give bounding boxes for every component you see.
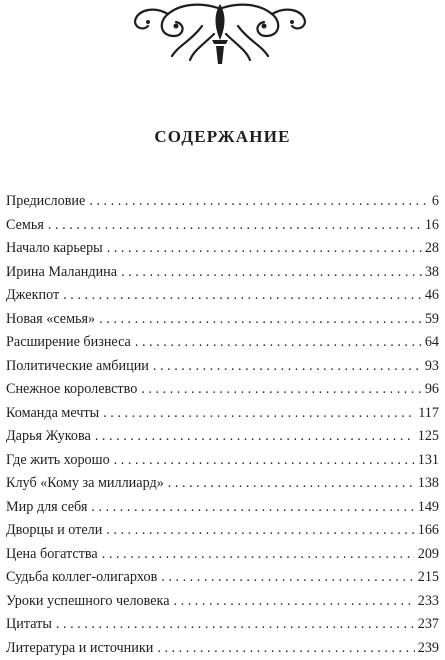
dot-leader bbox=[174, 590, 415, 614]
toc-entry-page-number: 125 bbox=[415, 425, 439, 449]
toc-entry bbox=[6, 308, 439, 332]
dot-leader bbox=[114, 449, 415, 473]
toc-entry-page-number: 96 bbox=[422, 378, 439, 402]
toc-entry-title: Дарья Жукова bbox=[6, 425, 95, 449]
toc-entry bbox=[6, 261, 439, 285]
toc-entry-title: Где жить хорошо bbox=[6, 449, 114, 473]
toc-entry-page-number: 64 bbox=[422, 331, 439, 355]
dot-leader bbox=[63, 284, 422, 308]
toc-entry bbox=[6, 237, 439, 261]
dot-leader bbox=[157, 637, 414, 660]
dot-leader bbox=[95, 425, 415, 449]
toc-entry bbox=[6, 284, 439, 308]
toc-entry bbox=[6, 378, 439, 402]
toc-entry-page-number: 233 bbox=[415, 590, 439, 614]
dot-leader bbox=[153, 355, 422, 379]
toc-entry-title: Дворцы и отели bbox=[6, 519, 106, 543]
toc-entry-title: Клуб «Кому за миллиард» bbox=[6, 472, 168, 496]
toc-entry bbox=[6, 402, 439, 426]
toc-entry bbox=[6, 519, 439, 543]
toc-entry-page-number: 59 bbox=[422, 308, 439, 332]
toc-entry-title: Семья bbox=[6, 214, 48, 238]
toc-entry bbox=[6, 472, 439, 496]
toc-entry-title: Ирина Маландина bbox=[6, 261, 121, 285]
toc-entry-page-number: 149 bbox=[415, 496, 439, 520]
dot-leader bbox=[135, 331, 422, 355]
toc-entry bbox=[6, 449, 439, 473]
dot-leader bbox=[141, 378, 422, 402]
toc-entry-title: Политические амбиции bbox=[6, 355, 153, 379]
dot-leader bbox=[103, 402, 415, 426]
toc-entry-page-number: 131 bbox=[415, 449, 439, 473]
dot-leader bbox=[48, 214, 422, 238]
toc-entry-title: Новая «семья» bbox=[6, 308, 99, 332]
toc-entry-page-number: 38 bbox=[422, 261, 439, 285]
table-of-contents bbox=[6, 190, 439, 660]
toc-entry bbox=[6, 355, 439, 379]
flourish-ornament-icon bbox=[130, 0, 310, 66]
toc-entry-page-number: 117 bbox=[415, 402, 439, 426]
toc-entry bbox=[6, 613, 439, 637]
toc-entry-page-number: 93 bbox=[422, 355, 439, 379]
dot-leader bbox=[99, 308, 422, 332]
dot-leader bbox=[161, 566, 414, 590]
toc-entry-page-number: 28 bbox=[422, 237, 439, 261]
toc-entry-page-number: 6 bbox=[429, 190, 439, 214]
toc-entry bbox=[6, 214, 439, 238]
dot-leader bbox=[168, 472, 415, 496]
toc-entry-title: Снежное королевство bbox=[6, 378, 141, 402]
toc-entry-title: Мир для себя bbox=[6, 496, 91, 520]
toc-entry bbox=[6, 590, 439, 614]
dot-leader bbox=[102, 543, 415, 567]
toc-entry-title: Судьба коллег-олигархов bbox=[6, 566, 161, 590]
toc-entry-title: Цена богатства bbox=[6, 543, 102, 567]
toc-entry-title: Джекпот bbox=[6, 284, 63, 308]
toc-entry-page-number: 239 bbox=[415, 637, 439, 660]
toc-entry bbox=[6, 425, 439, 449]
dot-leader bbox=[89, 190, 429, 214]
toc-entry-title: Цитаты bbox=[6, 613, 56, 637]
dot-leader bbox=[121, 261, 422, 285]
toc-entry-page-number: 215 bbox=[415, 566, 439, 590]
toc-entry-page-number: 16 bbox=[422, 214, 439, 238]
dot-leader bbox=[56, 613, 415, 637]
toc-entry bbox=[6, 543, 439, 567]
page-title: СОДЕРЖАНИЕ bbox=[0, 127, 445, 147]
dot-leader bbox=[106, 519, 414, 543]
toc-entry-page-number: 138 bbox=[415, 472, 439, 496]
toc-entry-title: Уроки успешного человека bbox=[6, 590, 174, 614]
toc-entry bbox=[6, 566, 439, 590]
toc-entry bbox=[6, 190, 439, 214]
toc-entry-title: Расширение бизнеса bbox=[6, 331, 135, 355]
toc-entry-title: Команда мечты bbox=[6, 402, 103, 426]
dot-leader bbox=[91, 496, 414, 520]
toc-entry-page-number: 209 bbox=[415, 543, 439, 567]
toc-entry-page-number: 46 bbox=[422, 284, 439, 308]
toc-entry-title: Литература и источники bbox=[6, 637, 157, 660]
toc-entry bbox=[6, 637, 439, 660]
toc-entry bbox=[6, 496, 439, 520]
dot-leader bbox=[107, 237, 422, 261]
toc-entry bbox=[6, 331, 439, 355]
toc-entry-page-number: 166 bbox=[415, 519, 439, 543]
toc-entry-page-number: 237 bbox=[415, 613, 439, 637]
toc-entry-title: Предисловие bbox=[6, 190, 89, 214]
toc-entry-title: Начало карьеры bbox=[6, 237, 107, 261]
